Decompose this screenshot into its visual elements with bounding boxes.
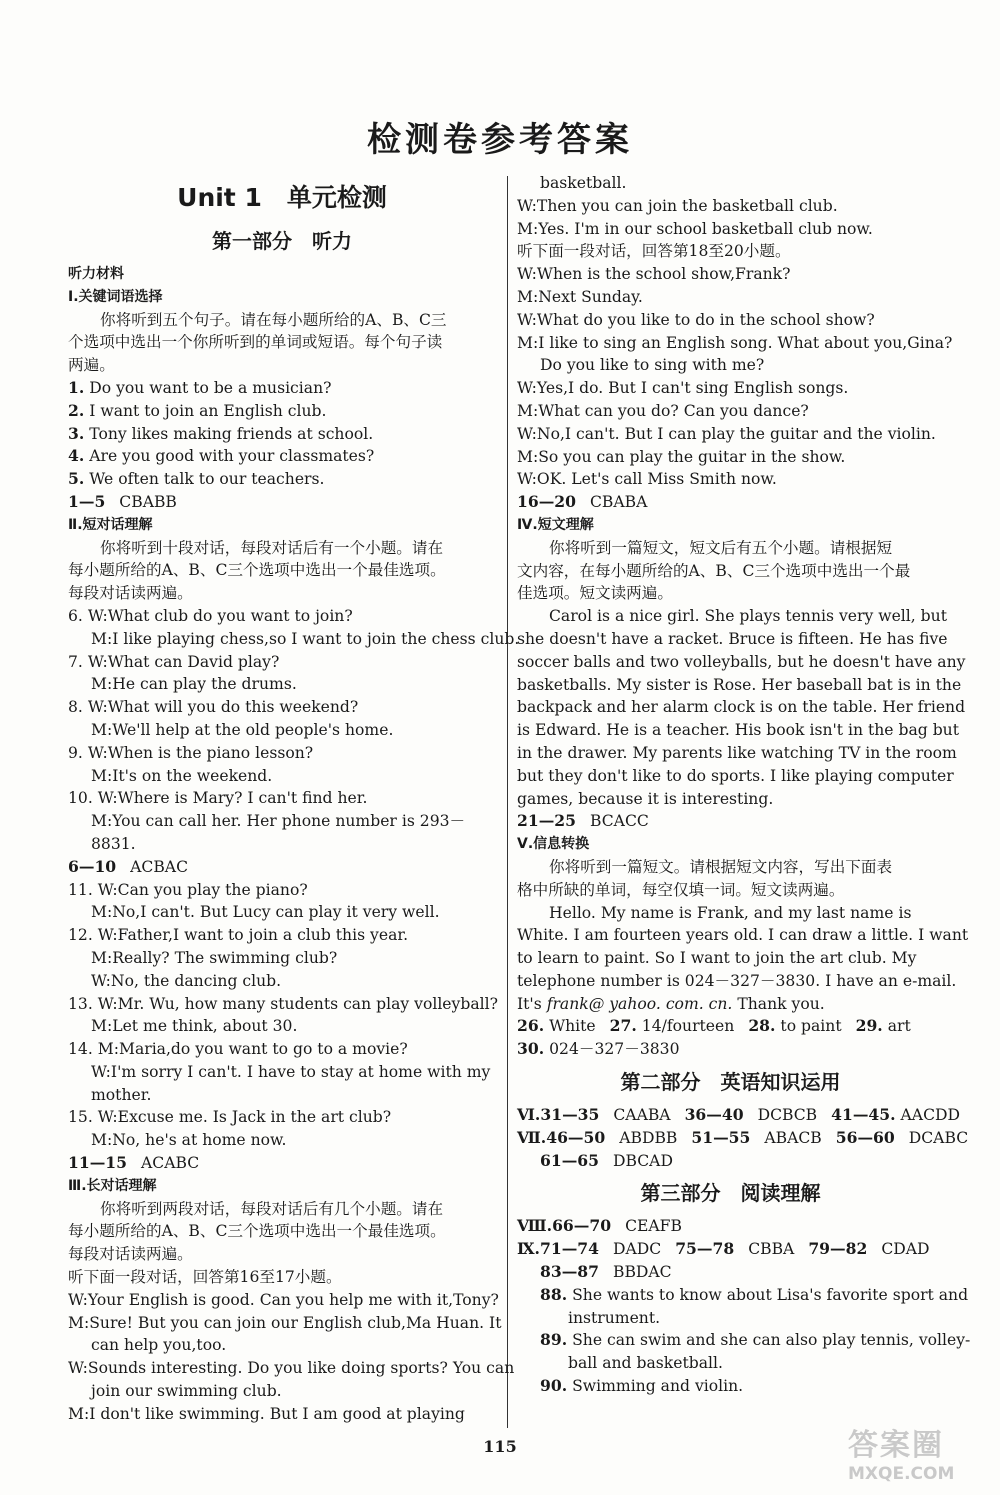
dialog-line: 10. W:Where is Mary? I can't find her. [68,789,368,808]
dialog-line: 13. W:Mr. Wu, how many students can play volleyball? [68,994,498,1013]
dialog-line: M:No,I can't. But Lucy can play it very well. [91,903,440,922]
instruction-line: 个选项中选出一个你所听到的单词或短语。每个句子读 [68,333,443,352]
material-label: 听力材料 [68,266,124,282]
column-divider [507,176,508,1428]
answer-key: Ⅶ.46—50 ABDBB 51—55 ABACB 56—60 DCABC [517,1127,969,1147]
dialog-line: W:No, the dancing club. [91,971,282,990]
sentence-item: 1. Do you want to be a musician? [68,377,332,397]
dialog-line: 8831. [91,834,136,853]
answer-key: Ⅸ.71—74 DADC 75—78 CBBA 79—82 CDAD [517,1239,930,1259]
passage-line: to learn to paint. So I want to join the art club. My [517,949,917,968]
dialog-line: W:Sounds interesting. Do you like doing sports? You can [68,1359,515,1378]
passage-line: she doesn't have a racket. Bruce is fifteen. He has five [517,629,948,648]
answer-key: 83—87 BBDAC [540,1262,672,1282]
dialog-line: M:I like playing chess,so I want to join the chess club. [91,629,520,648]
answer-key: Ⅵ.31—35 CAABA 36—40 DCBCB 41—45. AACDD [517,1105,961,1125]
dialog-line: W:OK. Let's call Miss Smith now. [517,470,777,489]
dialog-line: 15. W:Excuse me. Is Jack in the art club? [68,1108,392,1127]
dialog-line: W:Yes,I do. But I can't sing English songs. [517,379,849,398]
dialog-line: M:What can you do? Can you dance? [517,401,809,420]
dialog-line: 12. W:Father,I want to join a club this year. [68,926,409,945]
dialog-line: W:What do you like to do in the school show? [517,310,875,329]
written-answer: ball and basketball. [568,1354,723,1373]
passage-line: in the drawer. My parents like watching TV in the room [517,743,957,762]
dialog-lead: 听下面一段对话，回答第18至20小题。 [517,242,791,261]
watermark-text: 答案圈 [848,1428,944,1463]
answer-key: 16—20 CBABA [517,492,648,512]
instruction-line: 两遍。 [68,356,115,375]
passage-line: It's frank@ yahoo. com. cn. Thank you. [517,994,825,1013]
dialog-line: M:It's on the weekend. [91,766,273,785]
instruction-line: 每段对话读两遍。 [68,1245,193,1264]
answer-key: Ⅷ.66—70 CEAFB [517,1216,682,1236]
watermark-logo [848,1420,998,1494]
passage-line: backpack and her alarm clock is on the table. Her friend [517,698,966,717]
written-answer: instrument. [568,1308,661,1327]
answer-key: 1—5 CBABB [68,491,177,511]
dialog-line: M:Yes. I'm in our school basketball club now. [517,219,873,238]
dialog-line: can help you,too. [91,1336,227,1355]
dialog-line: 7. W:What can David play? [68,652,280,671]
passage-line: but they don't like to do sports. I like playing computer [517,766,954,785]
written-answer: 89. She can swim and she can also play tennis, volley- [540,1330,971,1350]
dialog-line: M:So you can play the guitar in the show. [517,447,846,466]
dialog-line: M:Let me think, about 30. [91,1017,298,1036]
dialog-line: 8. W:What will you do this weekend? [68,698,359,717]
dialog-line: join our swimming club. [91,1382,282,1401]
section-heading: Ⅲ.长对话理解 [68,1177,157,1194]
instruction-line: 你将听到五个句子。请在每小题所给的A、B、C三 [100,310,447,329]
dialog-line: M:We'll help at the old people's home. [91,720,394,739]
section-heading: Ⅰ.关键词语选择 [68,288,163,305]
answer-key: 30. 024－327－3830 [517,1039,680,1059]
left-column [68,172,520,1426]
dialog-line: M:Really? The swimming club? [91,948,338,967]
answer-key: 21—25 BCACC [517,811,649,831]
passage-line: Hello. My name is Frank, and my last name is [549,903,912,922]
passage-line: is Edward. He is a teacher. His book isn't in the bag but [517,721,959,740]
sentence-item: 2. I want to join an English club. [68,400,327,420]
part-heading-reading: 第三部分 阅读理解 [640,1181,821,1206]
answer-key: 11—15 ACABC [68,1153,200,1173]
passage-line: soccer balls and two volleyballs, but he doesn't have any [517,652,966,671]
section-heading: Ⅴ.信息转换 [517,836,590,853]
dialog-line: mother. [91,1085,152,1104]
right-column [517,172,971,1398]
instruction-line: 格中所缺的单词，每空仅填一词。短文读两遍。 [517,880,845,899]
page-number: 115 [483,1437,517,1456]
part-heading-knowledge: 第二部分 英语知识运用 [620,1070,841,1095]
passage-line: games, because it is interesting. [517,789,774,808]
dialog-line: M:Next Sunday. [517,287,643,306]
instruction-line: 每段对话读两遍。 [68,584,193,603]
section-heading: Ⅳ.短文理解 [517,516,594,533]
dialog-line: Do you like to sing with me? [540,356,765,375]
passage-line: telephone number is 024－327－3830. I have an e-mail. [517,971,957,990]
section-heading: Ⅱ.短对话理解 [68,516,153,533]
dialog-line: M:You can call her. Her phone number is 293－ [91,812,466,831]
written-answer: 88. She wants to know about Lisa's favorite sport and [540,1284,969,1304]
instruction-line: 每小题所给的A、B、C三个选项中选出一个最佳选项。 [68,1222,446,1241]
instruction-line: 你将听到一篇短文。请根据短文内容，写出下面表 [549,857,893,876]
instruction-line: 你将听到两段对话，每段对话后有几个小题。请在 [100,1199,444,1218]
page-title: 检测卷参考答案 [367,120,633,160]
dialog-line: W:No,I can't. But I can play the guitar and the violin. [517,424,936,443]
passage-line: Carol is a nice girl. She plays tennis very well, but [549,607,947,626]
dialog-line: M:No, he's at home now. [91,1131,287,1150]
dialog-line: M:He can play the drums. [91,675,297,694]
dialog-line: M:Sure! But you can join our English club,Ma Huan. It [68,1313,502,1332]
sentence-item: 3. Tony likes making friends at school. [68,423,374,443]
dialog-line: 6. W:What club do you want to join? [68,606,353,625]
dialog-line: 11. W:Can you play the piano? [68,880,308,899]
dialog-line: W:Then you can join the basketball club. [517,196,838,215]
dialog-line: W:Your English is good. Can you help me with it,Tony? [68,1290,499,1309]
instruction-line: 每小题所给的A、B、C三个选项中选出一个最佳选项。 [68,561,446,580]
sentence-item: 4. Are you good with your classmates? [68,446,375,466]
passage-line: White. I am fourteen years old. I can draw a little. I want [517,926,969,945]
answer-key: 61—65 DBCAD [540,1150,673,1170]
written-answer: 90. Swimming and violin. [540,1376,744,1396]
dialog-line: basketball. [540,174,627,192]
dialog-line: 9. W:When is the piano lesson? [68,743,314,762]
sentence-item: 5. We often talk to our teachers. [68,469,325,489]
instruction-line: 你将听到一篇短文，短文后有五个小题。请根据短 [549,538,893,557]
instruction-line: 佳选项。短文读两遍。 [517,584,673,603]
instruction-line: 你将听到十段对话，每段对话后有一个小题。请在 [100,538,444,557]
answer-key: 26. White 27. 14/fourteen 28. to paint 29. art [517,1016,911,1036]
dialog-line: M:I don't like swimming. But I am good at playing [68,1404,465,1423]
email-address: frank@ yahoo. com. cn. [546,994,733,1013]
answer-key: 6—10 ACBAC [68,856,189,876]
dialog-line: W:I'm sorry I can't. I have to stay at home with my [91,1062,491,1081]
dialog-line: M:I like to sing an English song. What about you,Gina? [517,333,953,352]
dialog-line: W:When is the school show,Frank? [517,265,791,284]
unit-title: Unit 1 单元检测 [177,183,387,212]
passage-line: basketballs. My sister is Rose. Her baseball bat is in the [517,675,962,694]
watermark-url: MXQE.COM [848,1464,955,1484]
dialog-lead: 听下面一段对话，回答第16至17小题。 [68,1268,342,1287]
part-heading-listening: 第一部分 听力 [212,229,352,253]
dialog-line: 14. M:Maria,do you want to go to a movie? [68,1040,408,1059]
instruction-line: 文内容，在每小题所给的A、B、C三个选项中选出一个最 [517,561,911,580]
